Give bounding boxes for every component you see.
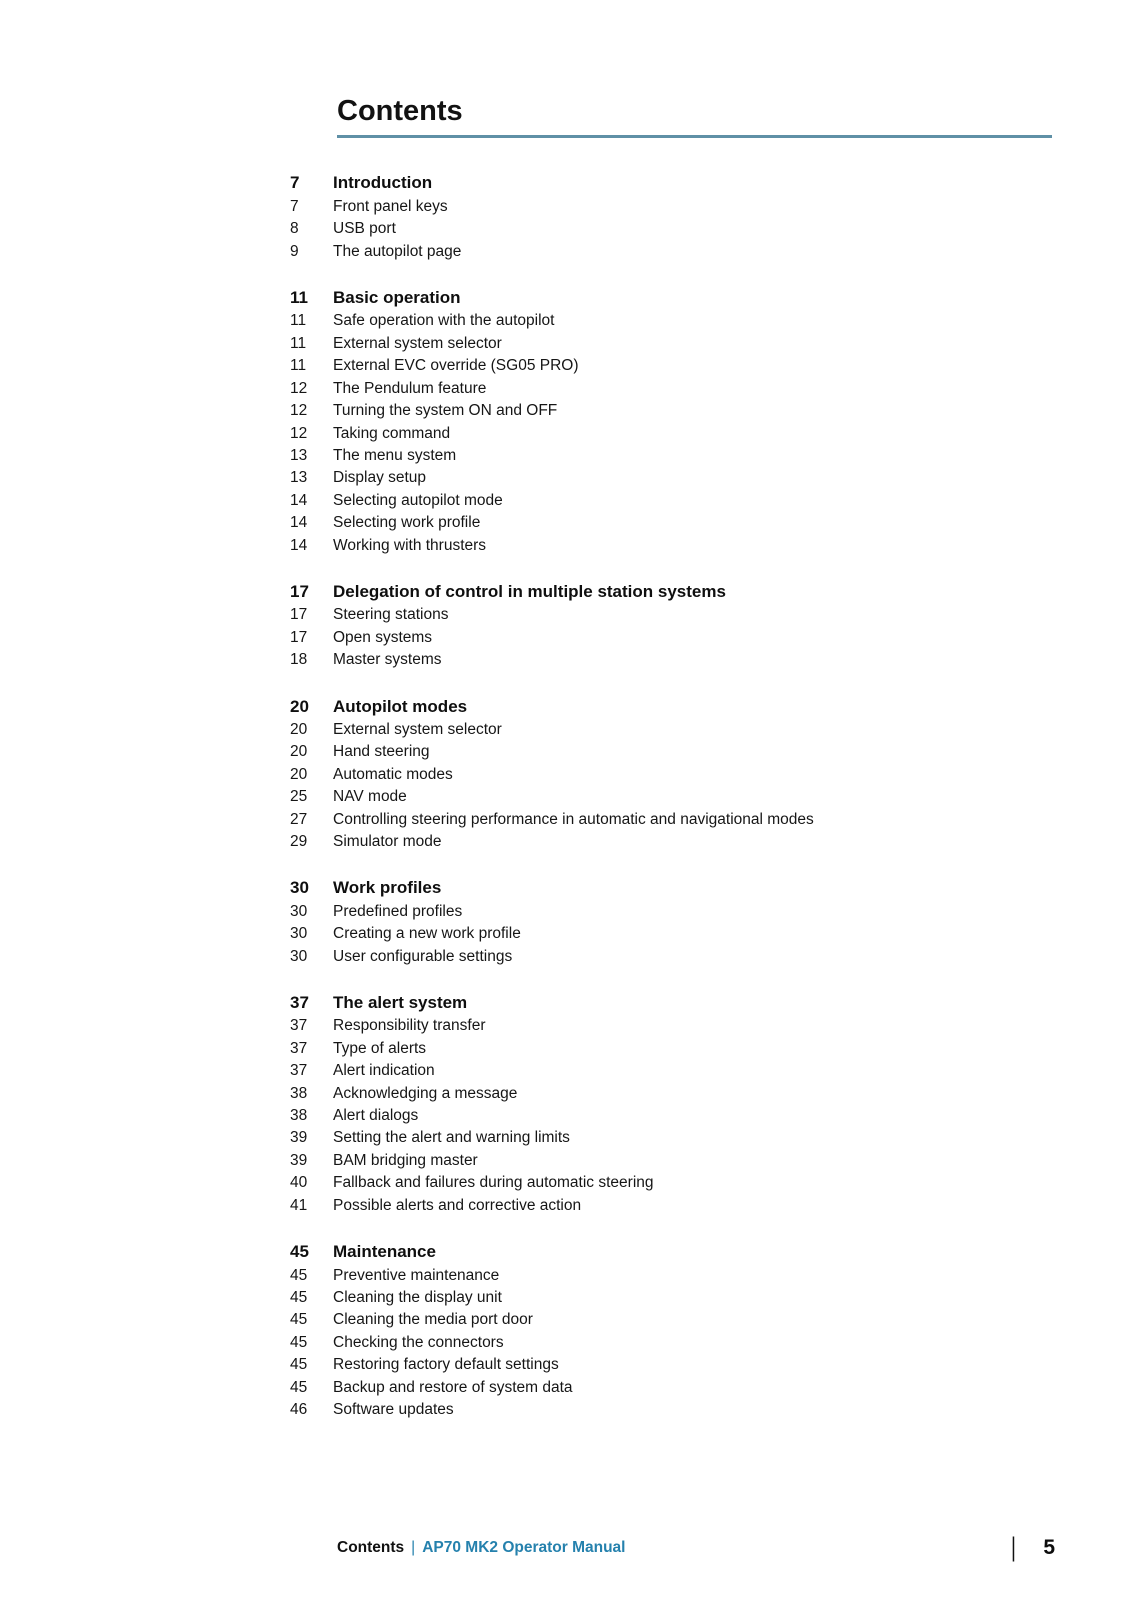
toc-item	[290, 1354, 1052, 1376]
toc-item-page: 41	[290, 1196, 308, 1214]
toc-item-label: The autopilot page	[333, 242, 462, 260]
toc-item	[290, 512, 1052, 534]
page-content	[290, 96, 1052, 1421]
toc-item-label: The Pendulum feature	[333, 379, 487, 397]
toc-section-heading	[290, 1241, 1052, 1263]
toc-item-page: 7	[290, 197, 299, 215]
toc-item	[290, 1332, 1052, 1354]
toc-item	[290, 1038, 1052, 1060]
toc-section-title: Introduction	[333, 173, 433, 193]
toc-item-page: 11	[290, 334, 307, 352]
toc-item-page: 38	[290, 1107, 308, 1125]
toc-item-label: Setting the alert and warning limits	[333, 1129, 570, 1147]
toc-item-page: 11	[290, 312, 307, 330]
toc-section-title: Work profiles	[333, 878, 442, 898]
toc-item-page: 39	[290, 1129, 308, 1147]
toc-item	[290, 627, 1052, 649]
toc-item	[290, 1105, 1052, 1127]
toc-item-page: 9	[290, 242, 299, 260]
toc-section-items	[290, 196, 1052, 263]
toc-item-label: Master systems	[333, 651, 442, 669]
page-number: 5	[1043, 1536, 1055, 1559]
toc-item-label: Creating a new work profile	[333, 925, 521, 943]
toc-section	[290, 581, 1052, 672]
toc-item-label: External EVC override (SG05 PRO)	[333, 357, 579, 375]
toc-item-label: Preventive maintenance	[333, 1266, 500, 1284]
toc-item-page: 30	[290, 925, 308, 943]
page-footer	[337, 1534, 1055, 1561]
toc-section-heading	[290, 581, 1052, 603]
toc-item-label: Alert dialogs	[333, 1107, 419, 1125]
toc-item	[290, 809, 1052, 831]
toc-item-label: Software updates	[333, 1400, 454, 1418]
toc-section-title: Delegation of control in multiple station systems	[333, 581, 726, 601]
toc-section-heading	[290, 172, 1052, 194]
toc-section-items	[290, 719, 1052, 853]
page-number-divider: |	[1011, 1532, 1017, 1562]
toc-item-page: 25	[290, 788, 308, 806]
toc-item	[290, 467, 1052, 489]
toc-item-label: Fallback and failures during automatic steering	[333, 1174, 654, 1192]
toc-item	[290, 1015, 1052, 1037]
toc-item	[290, 923, 1052, 945]
toc-item	[290, 310, 1052, 332]
toc-item-page: 30	[290, 947, 308, 965]
toc-item	[290, 1265, 1052, 1287]
toc-item-page: 45	[290, 1311, 308, 1329]
toc-item-label: Display setup	[333, 469, 427, 487]
toc-item-page: 37	[290, 1039, 308, 1057]
toc-item-label: Checking the connectors	[333, 1333, 504, 1351]
toc-item-page: 30	[290, 902, 308, 920]
toc-item	[290, 741, 1052, 763]
toc-item-page: 27	[290, 810, 308, 828]
toc-item	[290, 1195, 1052, 1217]
toc-item	[290, 241, 1052, 263]
toc-item-page: 14	[290, 491, 308, 509]
contents-header	[290, 96, 1052, 138]
toc-item	[290, 764, 1052, 786]
toc-section-page: 45	[290, 1242, 309, 1262]
toc-item	[290, 946, 1052, 968]
toc-section	[290, 696, 1052, 854]
toc-item-page: 29	[290, 833, 308, 850]
toc-item-page: 37	[290, 1017, 308, 1035]
toc-item-label: NAV mode	[333, 788, 407, 806]
toc-item-label: USB port	[333, 220, 396, 238]
toc-item-page: 12	[290, 424, 308, 442]
toc-item	[290, 901, 1052, 923]
toc-item-label: Responsibility transfer	[333, 1017, 486, 1035]
toc-item-label: External system selector	[333, 720, 502, 738]
toc-item-label: Steering stations	[333, 606, 449, 624]
toc-item-page: 40	[290, 1174, 308, 1192]
toc-item-label: The menu system	[333, 446, 457, 464]
toc-section-title: Basic operation	[333, 288, 461, 308]
toc-item-label: Simulator mode	[333, 833, 442, 850]
toc-item-label: Type of alerts	[333, 1039, 427, 1057]
toc	[290, 172, 1052, 1421]
toc-section	[290, 287, 1052, 557]
toc-section-page: 17	[290, 581, 309, 601]
toc-section-heading	[290, 287, 1052, 309]
toc-item-label: Open systems	[333, 628, 433, 646]
toc-item	[290, 1060, 1052, 1082]
toc-item	[290, 1083, 1052, 1105]
title-underline	[337, 135, 1052, 138]
toc-item-label: Taking command	[333, 424, 451, 442]
toc-item	[290, 719, 1052, 741]
toc-item-page: 45	[290, 1288, 308, 1306]
toc-section-page: 30	[290, 878, 309, 898]
toc-section-heading	[290, 992, 1052, 1014]
toc-item	[290, 786, 1052, 808]
toc-item-label: Cleaning the display unit	[333, 1288, 502, 1306]
toc-section	[290, 1241, 1052, 1421]
toc-item-page: 45	[290, 1378, 308, 1396]
footer-breadcrumb	[337, 1539, 625, 1557]
toc-section-heading	[290, 696, 1052, 718]
toc-item-page: 13	[290, 469, 308, 487]
toc-section-title: Maintenance	[333, 1242, 436, 1262]
toc-item	[290, 535, 1052, 557]
toc-item	[290, 1172, 1052, 1194]
toc-item-label: Controlling steering performance in automatic and navigational modes	[333, 810, 814, 828]
toc-item-page: 11	[290, 357, 307, 375]
toc-section-page: 11	[290, 288, 308, 308]
footer-section-label: Contents	[337, 1538, 405, 1556]
toc-section	[290, 877, 1052, 968]
toc-item	[290, 831, 1052, 853]
toc-item-label: Selecting autopilot mode	[333, 491, 503, 509]
toc-section-items	[290, 310, 1052, 556]
toc-section-items	[290, 901, 1052, 968]
page-title: Contents	[337, 95, 463, 127]
toc-item	[290, 604, 1052, 626]
toc-item-page: 20	[290, 720, 308, 738]
toc-item	[290, 355, 1052, 377]
toc-item-label: User configurable settings	[333, 947, 513, 965]
toc-item-page: 14	[290, 536, 308, 554]
toc-item-page: 45	[290, 1266, 308, 1284]
toc-item-page: 46	[290, 1400, 308, 1418]
toc-item-label: Acknowledging a message	[333, 1084, 518, 1102]
toc-item	[290, 1309, 1052, 1331]
toc-item	[290, 1377, 1052, 1399]
toc-item	[290, 649, 1052, 671]
toc-section-page: 37	[290, 993, 309, 1013]
toc-item	[290, 1127, 1052, 1149]
toc-item-page: 14	[290, 514, 308, 532]
toc-item-label: Alert indication	[333, 1062, 435, 1080]
toc-item-label: Restoring factory default settings	[333, 1356, 559, 1374]
toc-item-page: 45	[290, 1356, 308, 1374]
toc-section-page: 20	[290, 696, 309, 716]
toc-item-page: 12	[290, 379, 308, 397]
toc-item	[290, 196, 1052, 218]
toc-item	[290, 400, 1052, 422]
toc-item-label: Backup and restore of system data	[333, 1378, 573, 1396]
toc-item	[290, 218, 1052, 240]
toc-item	[290, 423, 1052, 445]
toc-item-label: External system selector	[333, 334, 502, 352]
toc-item-page: 18	[290, 651, 308, 669]
toc-item-page: 38	[290, 1084, 308, 1102]
toc-item	[290, 490, 1052, 512]
toc-item-label: Predefined profiles	[333, 902, 463, 920]
toc-section-items	[290, 604, 1052, 671]
footer-manual-title: AP70 MK2 Operator Manual	[422, 1538, 626, 1556]
toc-item-label: Hand steering	[333, 743, 430, 761]
toc-item-label: Possible alerts and corrective action	[333, 1196, 582, 1214]
toc-item-label: Safe operation with the autopilot	[333, 312, 555, 330]
footer-separator: |	[411, 1538, 416, 1556]
toc-item-label: Automatic modes	[333, 765, 453, 783]
toc-item-label: Selecting work profile	[333, 514, 481, 532]
toc-section-items	[290, 1015, 1052, 1217]
toc-item-page: 20	[290, 765, 308, 783]
toc-item	[290, 333, 1052, 355]
toc-item-label: Cleaning the media port door	[333, 1311, 533, 1329]
toc-section-page: 7	[290, 173, 300, 193]
footer-page-number-group	[1010, 1534, 1055, 1561]
toc-section	[290, 992, 1052, 1217]
toc-item	[290, 1287, 1052, 1309]
toc-section-title: Autopilot modes	[333, 696, 468, 716]
toc-item-label: Turning the system ON and OFF	[333, 402, 558, 420]
toc-item-label: BAM bridging master	[333, 1151, 478, 1169]
toc-item-page: 37	[290, 1062, 308, 1080]
toc-item-page: 45	[290, 1333, 308, 1351]
toc-item	[290, 378, 1052, 400]
toc-section-items	[290, 1265, 1052, 1422]
toc-item-page: 20	[290, 743, 308, 761]
toc-section	[290, 172, 1052, 263]
toc-item-page: 13	[290, 446, 308, 464]
toc-item-page: 17	[290, 628, 308, 646]
toc-section-title: The alert system	[333, 993, 468, 1013]
toc-item-label: Front panel keys	[333, 197, 448, 215]
toc-item-label: Working with thrusters	[333, 536, 487, 554]
toc-item	[290, 1150, 1052, 1172]
toc-item-page: 8	[290, 220, 299, 238]
toc-section-heading	[290, 877, 1052, 899]
toc-item	[290, 445, 1052, 467]
toc-item	[290, 1399, 1052, 1421]
toc-item-page: 17	[290, 606, 308, 624]
toc-item-page: 12	[290, 402, 308, 420]
toc-item-page: 39	[290, 1151, 308, 1169]
